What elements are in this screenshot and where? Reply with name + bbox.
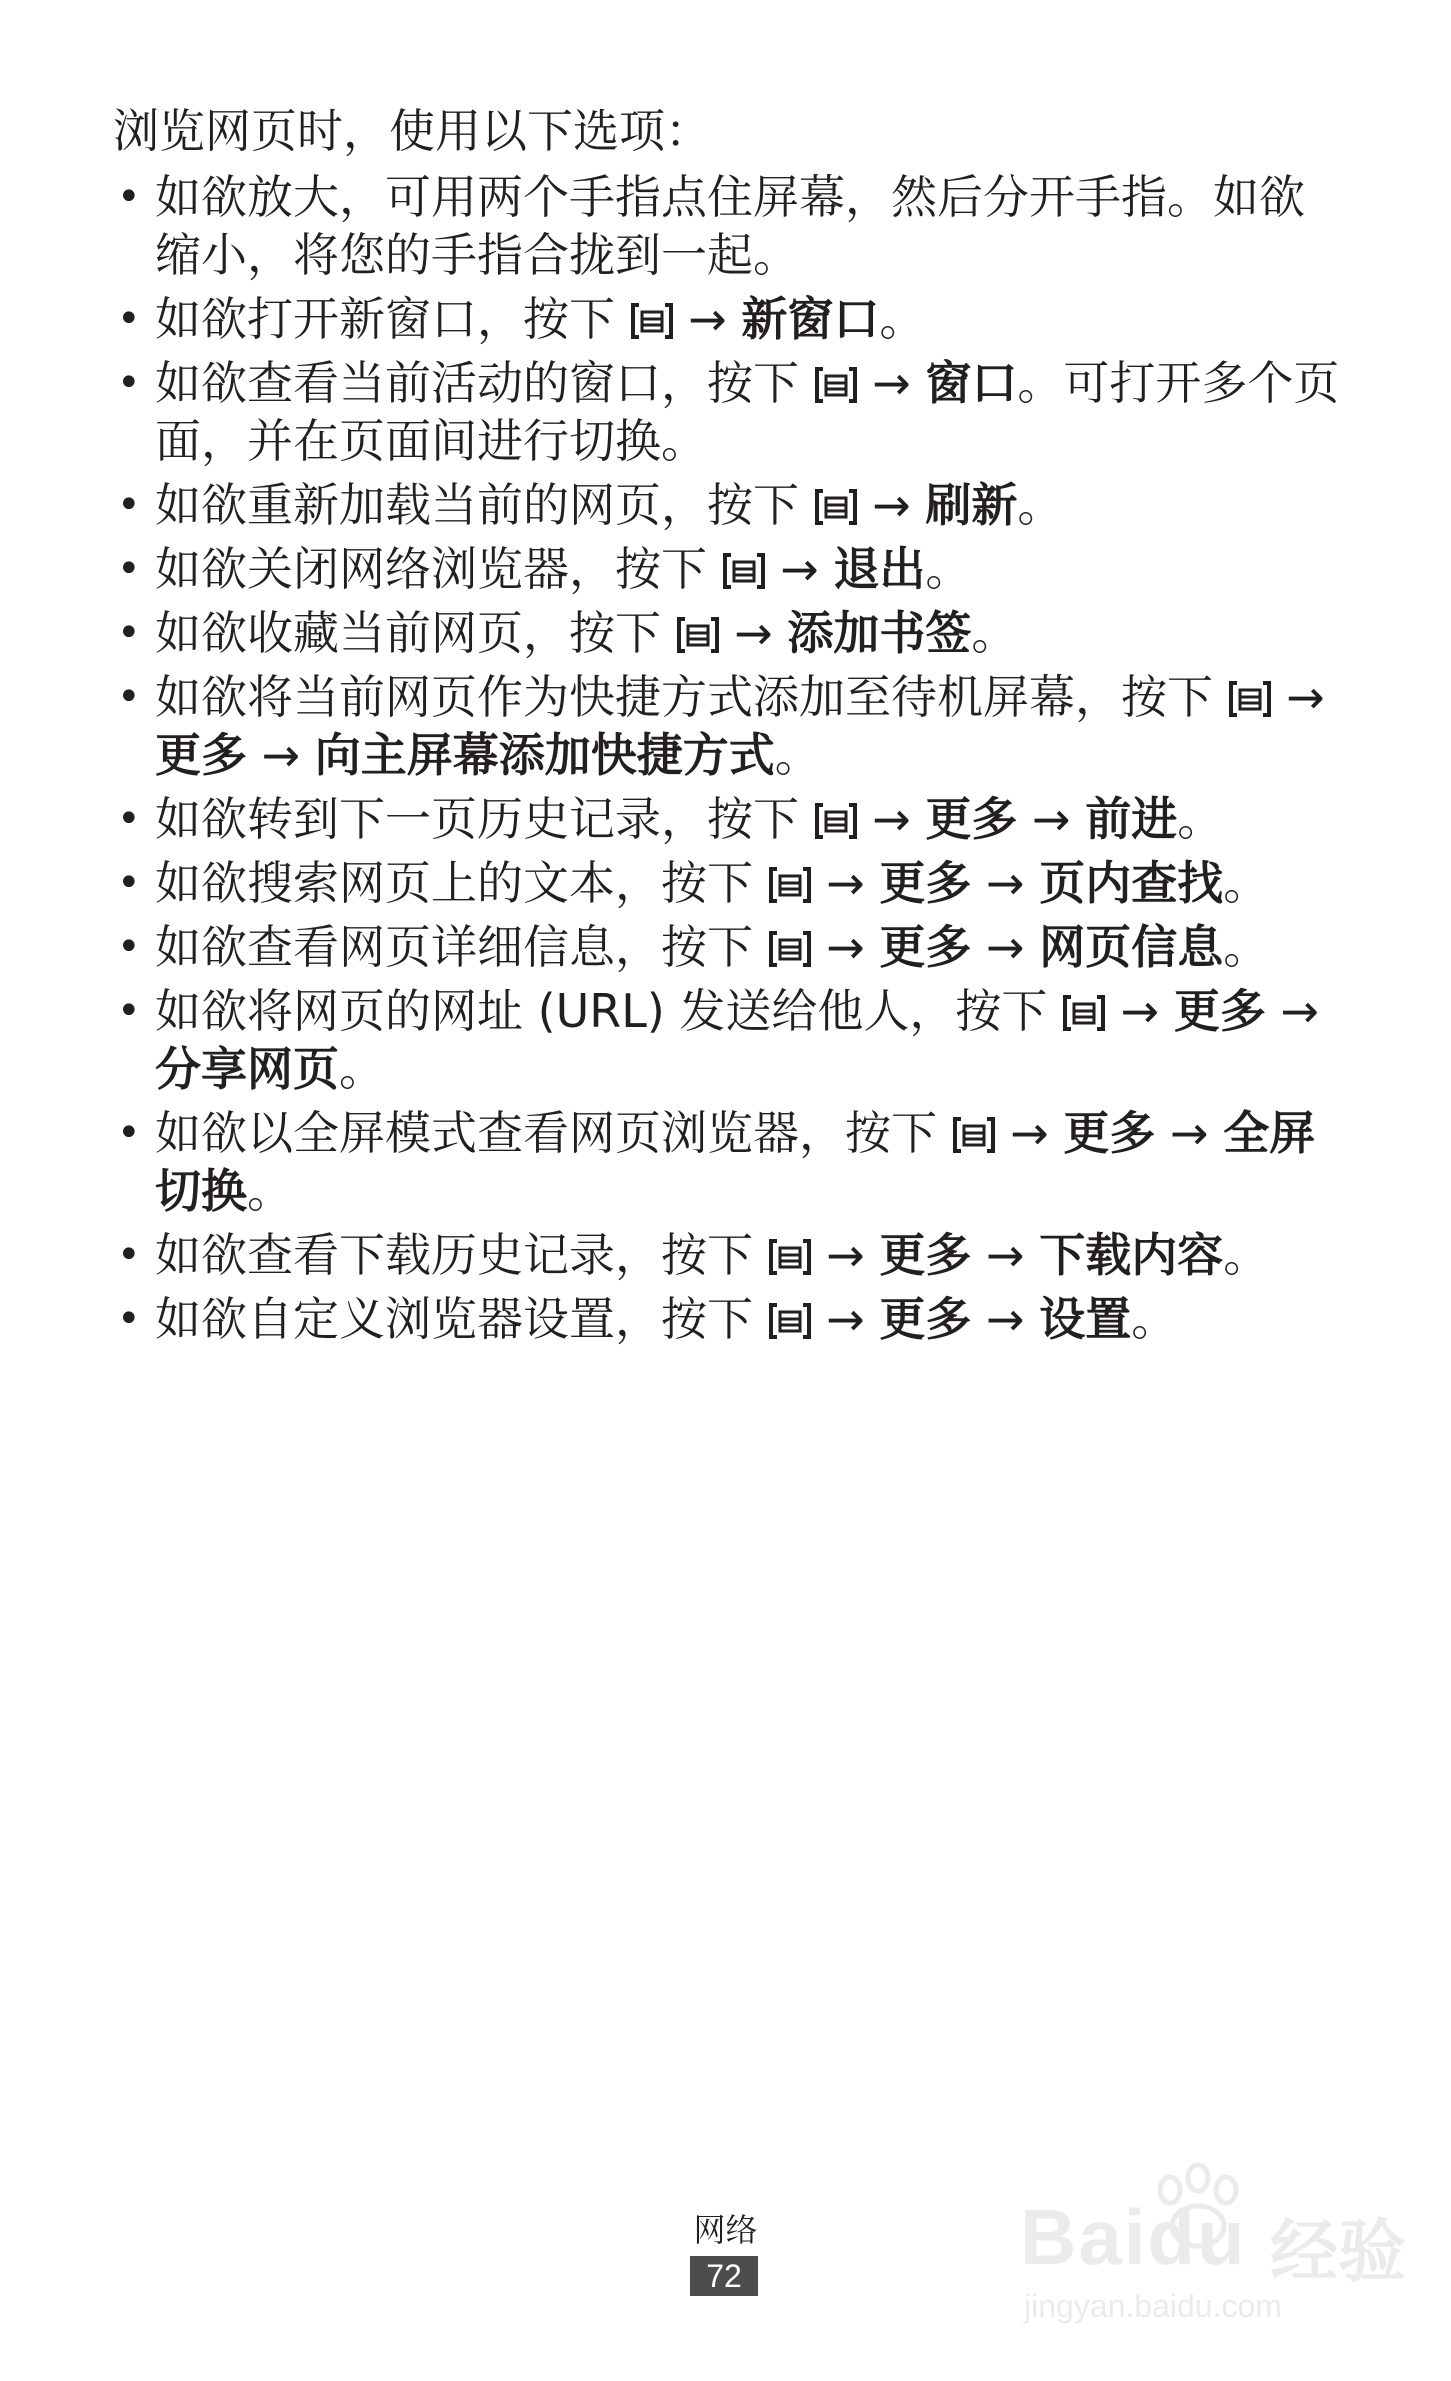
footer-section-title: 网络 <box>693 2211 758 2249</box>
menu-path-label: 前进 <box>1085 792 1178 846</box>
option-text-run: 如欲查看当前活动的窗口，按下 <box>155 356 814 410</box>
watermark-url: jingyan.baidu.com <box>1024 2288 1282 2324</box>
menu-key-icon <box>768 1226 812 1284</box>
option-text-run: 。 <box>1017 478 1064 532</box>
menu-key-icon <box>814 354 858 412</box>
option-text-run: 。 <box>774 728 821 782</box>
option-text-run: 如欲搜索网页上的文本，按下 <box>155 856 768 910</box>
menu-path-label: 添加书签 <box>787 606 972 660</box>
option-text-run: → <box>971 1228 1040 1282</box>
option-text <box>155 984 1334 1096</box>
bullet-icon: • <box>117 1110 141 1156</box>
option-text-run: 。 <box>1131 1292 1178 1346</box>
menu-path-label: 新窗口 <box>741 292 880 346</box>
option-text-run: → <box>811 1228 880 1282</box>
menu-key-icon <box>952 1104 996 1162</box>
menu-path-label: 更多 <box>925 792 1018 846</box>
menu-key-icon <box>630 290 674 348</box>
option-text <box>155 792 1223 846</box>
option-text-run: → <box>811 920 880 974</box>
option-text <box>155 920 1269 974</box>
option-text-run: → <box>971 1292 1040 1346</box>
option-text <box>155 292 925 346</box>
bullet-icon: • <box>117 1232 141 1278</box>
option-text <box>155 170 1305 282</box>
option-text-run: → <box>971 920 1040 974</box>
option-text <box>155 1228 1269 1282</box>
option-text-run: 如欲将当前网页作为快捷方式添加至待机屏幕，按下 <box>155 670 1228 724</box>
menu-path-label: 更多 <box>1063 1106 1156 1160</box>
option-text-run: 。 <box>925 542 972 596</box>
option-text-run: → <box>995 1106 1064 1160</box>
menu-path-label: 更多 <box>879 920 972 974</box>
option-text-run: 。 <box>1223 920 1270 974</box>
option-text-run: 如欲关闭网络浏览器，按下 <box>155 542 722 596</box>
option-text-run: → <box>1265 984 1334 1038</box>
menu-key-icon <box>768 854 812 912</box>
option-text-run: → <box>1155 1106 1224 1160</box>
option-text-run: 。 <box>339 1042 385 1096</box>
option-item <box>113 918 1343 976</box>
option-text-run: 如欲查看下载历史记录，按下 <box>155 1228 768 1282</box>
menu-path-label: 下载内容 <box>1039 1228 1224 1282</box>
menu-path-label: 设置 <box>1039 1292 1132 1346</box>
menu-path-label: 页内查找 <box>1039 856 1224 910</box>
option-text-run: → <box>765 542 834 596</box>
bullet-icon: • <box>117 1296 141 1342</box>
bullet-icon: • <box>117 296 141 342</box>
option-item <box>113 290 1343 348</box>
option-item <box>113 668 1343 784</box>
menu-path-label: 网页信息 <box>1039 920 1224 974</box>
option-item <box>113 540 1343 598</box>
option-text-run: 。可打开多个页面，并在页面间进行切换。 <box>155 356 1340 468</box>
baidu-jingyan-watermark <box>1020 2160 1410 2330</box>
option-text-run: 如欲以全屏模式查看网页浏览器，按下 <box>155 1106 952 1160</box>
option-text-run: 。 <box>247 1164 293 1218</box>
option-text-run: 如欲查看网页详细信息，按下 <box>155 920 768 974</box>
option-text-run: 如欲重新加载当前的网页，按下 <box>155 478 814 532</box>
option-text <box>155 1292 1177 1346</box>
bullet-icon: • <box>117 924 141 970</box>
option-item <box>113 168 1343 284</box>
option-text-run: → <box>247 728 315 782</box>
watermark-brand: Baidu <box>1020 2193 1247 2281</box>
option-text-run: → <box>1271 670 1340 724</box>
option-text-run: → <box>857 478 926 532</box>
option-item <box>113 790 1343 848</box>
option-text-run: 如欲转到下一页历史记录，按下 <box>155 792 814 846</box>
option-text-run: → <box>811 856 880 910</box>
browser-options-list <box>113 168 1343 1354</box>
menu-path-label: 窗口 <box>925 356 1018 410</box>
menu-path-label: 更多 <box>879 1228 972 1282</box>
option-text <box>155 670 1339 782</box>
menu-path-label: 刷新 <box>925 478 1018 532</box>
option-text-run: 如欲将网页的网址 (URL) 发送给他人，按下 <box>155 984 1063 1038</box>
bullet-icon: • <box>117 988 141 1034</box>
option-text-run: 如欲打开新窗口，按下 <box>155 292 630 346</box>
option-text-run: 如欲自定义浏览器设置，按下 <box>155 1292 768 1346</box>
option-text-run: 。 <box>1223 1228 1270 1282</box>
option-text-run: 。 <box>879 292 926 346</box>
option-item <box>113 354 1343 470</box>
menu-path-label: 退出 <box>833 542 926 596</box>
option-text-run: → <box>857 356 926 410</box>
menu-key-icon <box>814 790 858 848</box>
option-text-run: → <box>719 606 788 660</box>
menu-path-label: 更多 <box>155 728 247 782</box>
menu-path-label: 分享网页 <box>155 1042 339 1096</box>
bullet-icon: • <box>117 482 141 528</box>
menu-key-icon <box>722 540 766 598</box>
option-text <box>155 356 1339 468</box>
option-text-run: → <box>811 1292 880 1346</box>
option-text-run: → <box>971 856 1040 910</box>
option-text <box>155 478 1063 532</box>
bullet-icon: • <box>117 174 141 220</box>
option-text-run: → <box>1106 984 1174 1038</box>
option-item <box>113 1226 1343 1284</box>
bullet-icon: • <box>117 610 141 656</box>
menu-key-icon <box>1062 982 1106 1040</box>
option-item <box>113 1104 1343 1220</box>
option-text-run: 。 <box>971 606 1018 660</box>
menu-key-icon <box>814 476 858 534</box>
option-item <box>113 854 1343 912</box>
menu-path-label: 全屏切换 <box>155 1106 1316 1218</box>
option-text <box>155 606 1017 660</box>
menu-path-label: 更多 <box>1173 984 1266 1038</box>
option-text-run: 。 <box>1223 856 1270 910</box>
option-text-run: → <box>1017 792 1086 846</box>
bullet-icon: • <box>117 796 141 842</box>
option-text-run: 如欲收藏当前网页，按下 <box>155 606 676 660</box>
bullet-icon: • <box>117 546 141 592</box>
option-text-run: 如欲放大，可用两个手指点住屏幕，然后分开手指。如欲缩小，将您的手指合拢到一起。 <box>155 170 1305 282</box>
option-text-run: → <box>673 292 742 346</box>
menu-path-label: 更多 <box>879 856 972 910</box>
intro-text: 浏览网页时，使用以下选项： <box>113 104 711 158</box>
menu-key-icon <box>768 1290 812 1348</box>
option-text-run: → <box>857 792 926 846</box>
bullet-icon: • <box>117 860 141 906</box>
option-text <box>155 856 1269 910</box>
watermark-brand-cn: 经验 <box>1270 2213 1407 2292</box>
option-text-run: 。 <box>1177 792 1224 846</box>
option-text <box>155 1106 1315 1218</box>
option-item <box>113 982 1343 1098</box>
bullet-icon: • <box>117 360 141 406</box>
menu-key-icon <box>1228 668 1272 726</box>
menu-key-icon <box>768 918 812 976</box>
menu-key-icon <box>676 604 720 662</box>
option-item <box>113 604 1343 662</box>
option-item <box>113 476 1343 534</box>
menu-path-label: 向主屏幕添加快捷方式 <box>314 728 775 782</box>
menu-path-label: 更多 <box>879 1292 972 1346</box>
option-text <box>155 542 971 596</box>
option-item <box>113 1290 1343 1348</box>
bullet-icon: • <box>117 674 141 720</box>
page-number-badge: 72 <box>690 2256 758 2296</box>
